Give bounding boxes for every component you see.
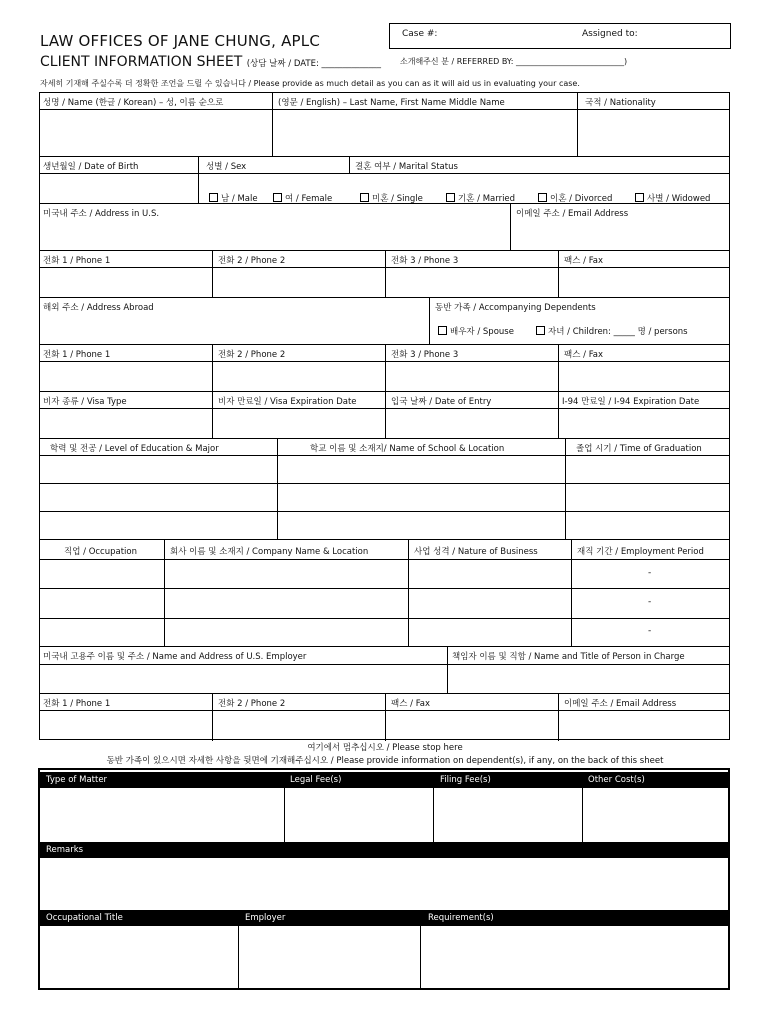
option-male[interactable] — [209, 192, 258, 204]
label-filing-fee: Filing Fee(s) — [440, 775, 491, 785]
option-children[interactable] — [536, 325, 688, 337]
label-employer: Employer — [245, 913, 286, 923]
instruction-text: 자세히 기재해 주실수록 더 정확한 조언을 드릴 수 있습니다 / Please provide as much detail as you can as it will aid us in evaluating your case. — [40, 79, 580, 88]
option-widowed[interactable] — [635, 192, 710, 204]
option-married[interactable] — [446, 192, 515, 204]
label-abroad-phone2: 전화 2 / Phone 2 — [218, 350, 286, 360]
divorced-checkbox[interactable] — [538, 193, 547, 202]
option-spouse[interactable] — [438, 325, 514, 337]
single-label: 미혼 / Single — [372, 194, 423, 204]
label-abroad-fax: 팩스 / Fax — [564, 350, 604, 360]
label-us-address: 미국내 주소 / Address in U.S. — [43, 209, 160, 219]
assigned-to-field[interactable]: Assigned to: — [582, 29, 638, 39]
label-fax: 팩스 / Fax — [564, 256, 604, 266]
label-employer-phone1: 전화 1 / Phone 1 — [43, 699, 111, 709]
label-employer-email: 이메일 주소 / Email Address — [564, 699, 677, 709]
label-abroad-phone3: 전화 3 / Phone 3 — [391, 350, 459, 360]
label-name-english: (영문 / English) – Last Name, First Name Middle Name — [278, 98, 505, 108]
client-info-grid — [39, 92, 730, 740]
label-marital: 결혼 여부 / Marital Status — [355, 162, 458, 172]
label-remarks: Remarks — [46, 845, 84, 855]
label-legal-fee: Legal Fee(s) — [290, 775, 342, 785]
label-entry-date: 입국 날짜 / Date of Entry — [391, 397, 492, 407]
case-box — [389, 23, 731, 49]
option-divorced[interactable] — [538, 192, 612, 204]
male-checkbox[interactable] — [209, 193, 218, 202]
married-label: 기혼 / Married — [458, 194, 516, 204]
female-label: 여 / Female — [285, 194, 333, 204]
label-employer-fax: 팩스 / Fax — [391, 699, 431, 709]
label-phone2: 전화 2 / Phone 2 — [218, 256, 286, 266]
remarks-header-bar — [40, 842, 728, 858]
male-label: 남 / Male — [221, 194, 258, 204]
label-person-charge: 책임자 이름 및 직함 / Name and Title of Person in Charge — [452, 652, 685, 662]
label-phone3: 전화 3 / Phone 3 — [391, 256, 459, 266]
label-other-cost: Other Cost(s) — [588, 775, 645, 785]
label-visa-exp: 비자 만료일 / Visa Expiration Date — [218, 397, 357, 407]
label-education: 학력 및 전공 / Level of Education & Major — [50, 444, 219, 454]
widowed-label: 사별 / Widowed — [647, 194, 711, 204]
label-email: 이메일 주소 / Email Address — [516, 209, 629, 219]
employment-dash-1: - — [648, 568, 652, 578]
label-name-korean: 성명 / Name (한글 / Korean) – 성, 이름 순으로 — [43, 98, 224, 108]
label-us-employer: 미국내 고용주 이름 및 주소 / Name and Address of U.S. Employer — [43, 652, 307, 662]
label-nationality: 국적 / Nationality — [585, 98, 656, 108]
widowed-checkbox[interactable] — [635, 193, 644, 202]
option-single[interactable] — [360, 192, 423, 204]
label-requirement: Requirement(s) — [428, 913, 494, 923]
label-visa-type: 비자 종류 / Visa Type — [43, 397, 127, 407]
fees-header-bar — [40, 772, 728, 788]
label-employment: 재직 기간 / Employment Period — [577, 547, 704, 557]
stop-here-note: 여기에서 멈추십시오 / Please stop here — [307, 743, 463, 753]
label-dependents: 동반 가족 / Accompanying Dependents — [435, 303, 596, 313]
label-graduation: 졸업 시기 / Time of Graduation — [576, 444, 702, 454]
firm-name: LAW OFFICES OF JANE CHUNG, APLC — [40, 32, 321, 50]
label-school: 학교 이름 및 소재지/ Name of School & Location — [310, 444, 505, 454]
label-occ-title: Occupational Title — [46, 913, 123, 923]
office-use-box — [38, 768, 730, 990]
case-number-field[interactable]: Case #: — [402, 29, 438, 39]
label-company: 회사 이름 및 소재지 / Company Name & Location — [170, 547, 369, 557]
employment-dash-2: - — [648, 597, 652, 607]
occupation-header-bar — [40, 910, 728, 926]
option-female[interactable] — [273, 192, 332, 204]
consult-date-field[interactable]: (상담 날짜 / DATE: ______________ — [246, 59, 382, 69]
children-label: 자녀 / Children: _____ 명 / persons — [548, 327, 688, 337]
sheet-title-text: CLIENT INFORMATION SHEET — [40, 54, 243, 70]
spouse-label: 배우자 / Spouse — [450, 327, 514, 337]
married-checkbox[interactable] — [446, 193, 455, 202]
single-checkbox[interactable] — [360, 193, 369, 202]
children-checkbox[interactable] — [536, 326, 545, 335]
employment-dash-3: - — [648, 626, 652, 636]
label-address-abroad: 해외 주소 / Address Abroad — [43, 303, 154, 313]
label-abroad-phone1: 전화 1 / Phone 1 — [43, 350, 111, 360]
label-matter: Type of Matter — [46, 775, 108, 785]
female-checkbox[interactable] — [273, 193, 282, 202]
label-occupation: 직업 / Occupation — [64, 547, 138, 557]
sheet-title — [40, 54, 381, 70]
label-sex: 성별 / Sex — [206, 162, 247, 172]
label-i94: I-94 만료일 / I-94 Expiration Date — [562, 397, 700, 407]
label-employer-phone2: 전화 2 / Phone 2 — [218, 699, 286, 709]
divorced-label: 이혼 / Divorced — [550, 194, 613, 204]
spouse-checkbox[interactable] — [438, 326, 447, 335]
referred-by-field[interactable]: 소개해주신 분 / REFERRED BY: ___________________________) — [400, 57, 628, 66]
label-dob: 생년월일 / Date of Birth — [43, 162, 139, 172]
label-phone1: 전화 1 / Phone 1 — [43, 256, 111, 266]
label-business: 사업 성격 / Nature of Business — [414, 547, 538, 557]
dependents-back-note: 동반 가족이 있으시면 자세한 사항을 뒷면에 기재해주십시오 / Please provide information on dependent(s), if any, on the back of this sheet — [106, 756, 664, 766]
